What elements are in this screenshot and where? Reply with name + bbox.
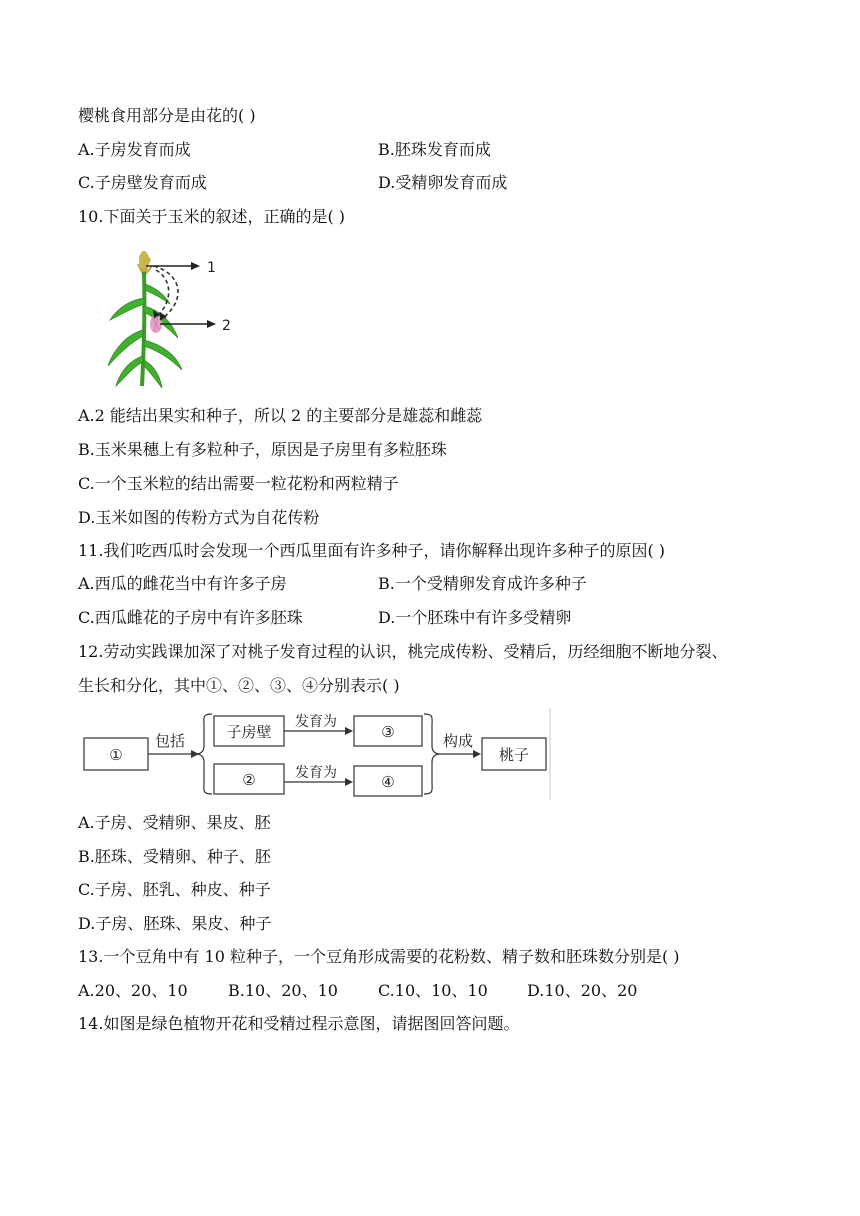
q10-option-c: C.一个玉米粒的结出需要一粒花粉和两粒精子 <box>78 474 399 493</box>
q9-stem: 樱桃食用部分是由花的( ) <box>78 106 256 125</box>
q11-stem: 11.我们吃西瓜时会发现一个西瓜里面有许多种子，请你解释出现许多种子的原因( ) <box>78 541 666 560</box>
q11-option-b: B.一个受精卵发育成许多种子 <box>378 574 587 593</box>
diagram-peach-text: 桃子 <box>498 746 530 764</box>
q9-option-c: C.子房壁发育而成 <box>78 173 207 192</box>
label-arrowhead-2 <box>207 320 216 328</box>
q10-option-b: B.玉米果穗上有多粒种子，原因是子房里有多粒胚珠 <box>78 440 447 459</box>
diagram-right-brace <box>424 714 440 794</box>
corn-stalk <box>142 272 144 386</box>
diagram-develop-bottom-label: 发育为 <box>295 765 337 781</box>
q13-stem: 13.一个豆角中有 10 粒种子，一个豆角形成需要的花粉数、精子数和胚珠数分别是( ) <box>78 947 680 966</box>
q12-option-b: B.胚珠、受精卵、种子、胚 <box>78 847 271 866</box>
q9-option-d: D.受精卵发育而成 <box>378 173 508 192</box>
peach-development-diagram <box>78 706 554 802</box>
diagram-box-3-text: ③ <box>381 723 395 741</box>
q13-option-c: C.10、10、10 <box>378 981 488 1000</box>
diagram-include-label: 包括 <box>154 732 186 750</box>
diagram-left-brace <box>196 714 212 794</box>
q14-stem: 14.如图是绿色植物开花和受精过程示意图，请据图回答问题。 <box>78 1014 520 1033</box>
diagram-box-2-text: ② <box>242 771 256 789</box>
label-arrowhead-1 <box>191 262 200 270</box>
q10-option-a: A.2 能结出果实和种子，所以 2 的主要部分是雄蕊和雌蕊 <box>78 406 483 425</box>
diagram-ovary-wall-text: 子房壁 <box>226 723 272 741</box>
q13-option-a: A.20、20、10 <box>78 981 188 1000</box>
diagram-compose-label: 构成 <box>442 732 474 750</box>
diagram-develop-top-arrowhead <box>345 727 353 735</box>
q9-option-a: A.子房发育而成 <box>78 140 191 159</box>
q11-option-a: A.西瓜的雌花当中有许多子房 <box>78 574 287 593</box>
q12-stem-line2: 生长和分化，其中①、②、③、④分别表示( ) <box>78 676 400 695</box>
diagram-develop-top-label: 发育为 <box>295 714 337 730</box>
q13-option-b: B.10、20、10 <box>228 981 338 1000</box>
q12-option-d: D.子房、胚珠、果皮、种子 <box>78 914 272 933</box>
q13-option-d: D.10、20、20 <box>527 981 638 1000</box>
q11-option-d: D.一个胚珠中有许多受精卵 <box>378 608 572 627</box>
q10-stem: 10.下面关于玉米的叙述，正确的是( ) <box>78 207 346 226</box>
diagram-compose-arrowhead <box>473 750 481 758</box>
diagram-box-4-text: ④ <box>381 773 395 791</box>
q12-option-a: A.子房、受精卵、果皮、胚 <box>78 813 271 832</box>
figure-label-1: 1 <box>207 260 216 276</box>
diagram-box-1-text: ① <box>109 746 123 764</box>
corn-plant-figure <box>100 248 250 390</box>
q11-option-c: C.西瓜雌花的子房中有许多胚珠 <box>78 608 303 627</box>
q9-option-b: B.胚珠发育而成 <box>378 140 491 159</box>
q12-stem-line1: 12.劳动实践课加深了对桃子发育过程的认识，桃完成传粉、受精后，历经细胞不断地分裂、 <box>78 642 728 661</box>
q10-option-d: D.玉米如图的传粉方式为自花传粉 <box>78 508 320 527</box>
figure-label-2: 2 <box>222 318 231 334</box>
diagram-develop-bottom-arrowhead <box>345 778 353 786</box>
q12-option-c: C.子房、胚乳、种皮、种子 <box>78 880 271 899</box>
